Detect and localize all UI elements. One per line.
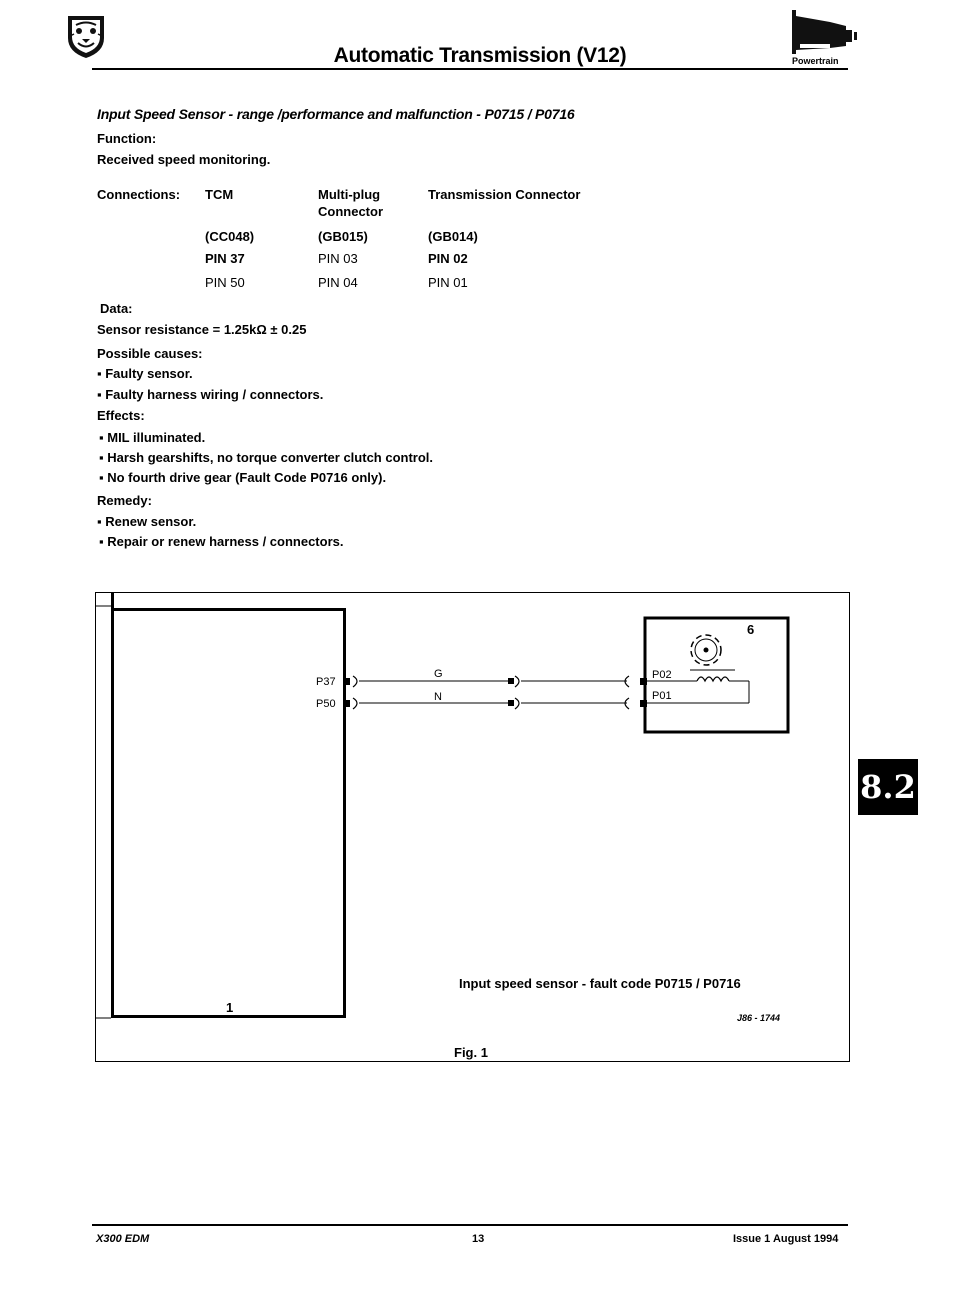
transmission-connector-pin: PIN 02 — [428, 251, 468, 266]
pin-p37-label: P37 — [316, 676, 336, 688]
transmission-connector-code: (GB014) — [428, 229, 478, 244]
tcm-border — [111, 592, 114, 1018]
tcm-header: TCM — [205, 187, 234, 202]
section-label: Powertrain — [792, 56, 839, 66]
figure-caption: Input speed sensor - fault code P0715 / P0716 — [459, 976, 741, 991]
figure-reference: J86 - 1744 — [737, 1013, 781, 1023]
pin-p50-terminal — [345, 700, 350, 707]
multiplug-pin: PIN 04 — [318, 275, 358, 290]
list-item: ▪ No fourth drive gear (Fault Code P0716 only). — [99, 470, 387, 485]
figure-number: Fig. 1 — [454, 1045, 488, 1060]
data-label: Data: — [100, 301, 133, 316]
bullet-icon: ▪ — [99, 534, 108, 549]
list-item: ▪ Faulty harness wiring / connectors. — [97, 387, 324, 402]
section-tab: 8.2 — [858, 759, 918, 815]
list-item: ▪ Harsh gearshifts, no torque converter clutch control. — [99, 450, 434, 465]
component-6-label: 6 — [747, 622, 755, 637]
coil-icon — [697, 677, 729, 681]
wiring-diagram — [95, 592, 850, 1062]
page-number: 13 — [472, 1233, 485, 1245]
bullet-icon: ▪ — [99, 470, 108, 485]
function-text: Received speed monitoring. — [97, 152, 271, 167]
page-title: Automatic Transmission (V12) — [333, 44, 627, 67]
footer-divider — [92, 1224, 848, 1226]
list-item: ▪ MIL illuminated. — [99, 430, 206, 445]
list-item: ▪ Faulty sensor. — [97, 366, 193, 381]
wire-n-label: N — [434, 691, 442, 703]
pin-p01-label: P01 — [652, 690, 672, 702]
multiplug-header: Multi-plug — [318, 187, 381, 202]
causes-label: Possible causes: — [97, 346, 203, 361]
multiplug-code: (GB015) — [318, 229, 368, 244]
fault-heading: Input Speed Sensor - range /performance and malfunction - P0715 / P0716 — [97, 106, 575, 122]
list-item: ▪ Repair or renew harness / connectors. — [99, 534, 344, 549]
footer-right: Issue 1 August 1994 — [733, 1233, 839, 1245]
bullet-icon: ▪ — [99, 430, 108, 445]
data-text: Sensor resistance = 1.25kΩ ± 0.25 — [97, 322, 307, 337]
bullet-icon: ▪ — [97, 387, 106, 402]
multiplug-header-line2: Connector — [318, 204, 383, 219]
list-item: ▪ Renew sensor. — [97, 514, 197, 529]
tcm-pin: PIN 50 — [205, 275, 245, 290]
bullet-icon: ▪ — [97, 366, 106, 381]
pin-p50-label: P50 — [316, 698, 336, 710]
header-divider — [92, 68, 848, 70]
transmission-icon — [790, 6, 860, 58]
bullet-icon: ▪ — [97, 514, 106, 529]
effects-label: Effects: — [97, 408, 145, 423]
multiplug-pin: PIN 03 — [318, 251, 358, 266]
tcm-pin: PIN 37 — [205, 251, 245, 266]
pin-p02-label: P02 — [652, 669, 672, 681]
component-1-label: 1 — [226, 1000, 234, 1015]
transmission-connector-pin: PIN 01 — [428, 275, 468, 290]
wire-g-label: G — [434, 668, 443, 680]
transmission-connector-header: Transmission Connector — [428, 187, 581, 202]
remedy-label: Remedy: — [97, 493, 152, 508]
footer-left: X300 EDM — [96, 1233, 150, 1245]
function-label: Function: — [97, 131, 157, 146]
bullet-icon: ▪ — [99, 450, 108, 465]
tcm-code: (CC048) — [205, 229, 255, 244]
gear-icon — [691, 635, 721, 665]
pin-p37-terminal — [345, 678, 350, 685]
connections-label: Connections: — [97, 187, 181, 202]
